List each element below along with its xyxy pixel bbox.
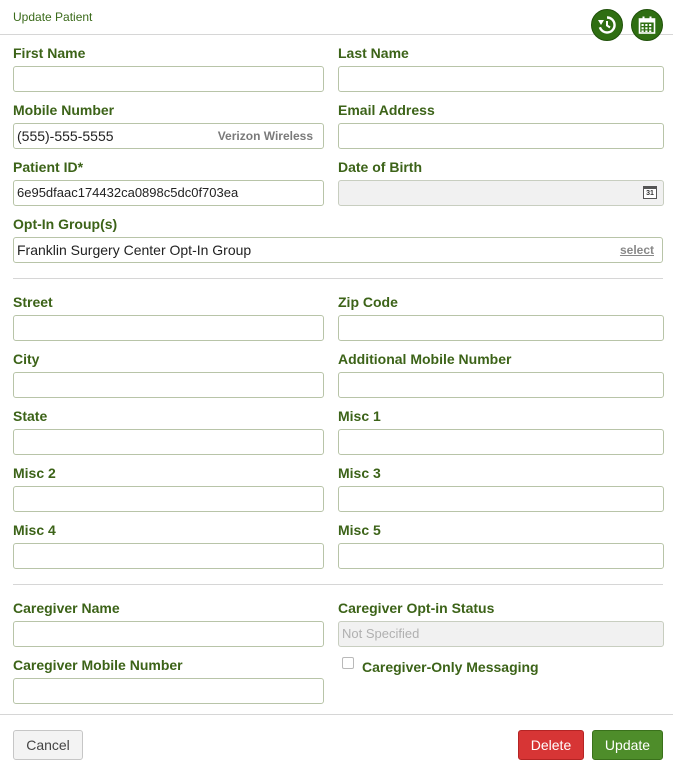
optin-groups-input[interactable]: [13, 237, 663, 263]
zip-code-input[interactable]: [338, 315, 664, 341]
city-label: City: [13, 351, 40, 367]
dialog-title: Update Patient: [13, 10, 93, 24]
update-button[interactable]: Update: [592, 730, 663, 760]
email-label: Email Address: [338, 102, 435, 118]
carrier-badge: Verizon Wireless: [217, 129, 313, 143]
misc4-input[interactable]: [13, 543, 324, 569]
date-picker-icon[interactable]: 31: [643, 186, 657, 199]
zip-code-label: Zip Code: [338, 294, 398, 310]
first-name-input[interactable]: [13, 66, 324, 92]
additional-mobile-input[interactable]: [338, 372, 664, 398]
misc4-label: Misc 4: [13, 522, 56, 538]
dob-input[interactable]: [338, 180, 664, 206]
calendar-icon: [638, 16, 656, 34]
section-divider: [13, 278, 663, 279]
patient-id-input[interactable]: 6e95dfaac174432ca0898c5dc0f703ea: [13, 180, 324, 206]
mobile-number-input[interactable]: [13, 123, 324, 149]
caregiver-mobile-input[interactable]: [13, 678, 324, 704]
cancel-button[interactable]: Cancel: [13, 730, 83, 760]
misc1-label: Misc 1: [338, 408, 381, 424]
caregiver-only-checkbox[interactable]: [342, 657, 354, 669]
street-label: Street: [13, 294, 53, 310]
history-icon: [597, 15, 617, 35]
first-name-label: First Name: [13, 45, 86, 61]
misc5-input[interactable]: [338, 543, 664, 569]
last-name-label: Last Name: [338, 45, 409, 61]
patient-id-label: Patient ID*: [13, 159, 84, 175]
misc5-label: Misc 5: [338, 522, 381, 538]
mobile-number-value: (555)-555-5555: [17, 128, 114, 144]
email-input[interactable]: [338, 123, 664, 149]
optin-groups-value: Franklin Surgery Center Opt-In Group: [17, 242, 252, 258]
street-input[interactable]: [13, 315, 324, 341]
state-input[interactable]: [13, 429, 324, 455]
delete-button[interactable]: Delete: [518, 730, 584, 760]
misc3-label: Misc 3: [338, 465, 381, 481]
caregiver-optin-status: Not Specified: [338, 621, 664, 647]
misc1-input[interactable]: [338, 429, 664, 455]
misc2-input[interactable]: [13, 486, 324, 512]
additional-mobile-label: Additional Mobile Number: [338, 351, 512, 367]
dob-label: Date of Birth: [338, 159, 422, 175]
dialog-header: [0, 0, 673, 35]
history-button[interactable]: [591, 9, 623, 41]
caregiver-name-label: Caregiver Name: [13, 600, 120, 616]
section-divider: [13, 584, 663, 585]
caregiver-mobile-label: Caregiver Mobile Number: [13, 657, 183, 673]
misc2-label: Misc 2: [13, 465, 56, 481]
last-name-input[interactable]: [338, 66, 664, 92]
caregiver-only-label[interactable]: Caregiver-Only Messaging: [362, 659, 539, 675]
city-input[interactable]: [13, 372, 324, 398]
optin-groups-label: Opt-In Group(s): [13, 216, 118, 232]
optin-select-link[interactable]: select: [619, 243, 654, 257]
mobile-number-label: Mobile Number: [13, 102, 115, 118]
calendar-button[interactable]: [631, 9, 663, 41]
caregiver-optin-label: Caregiver Opt-in Status: [338, 600, 495, 616]
caregiver-name-input[interactable]: [13, 621, 324, 647]
state-label: State: [13, 408, 48, 424]
misc3-input[interactable]: [338, 486, 664, 512]
